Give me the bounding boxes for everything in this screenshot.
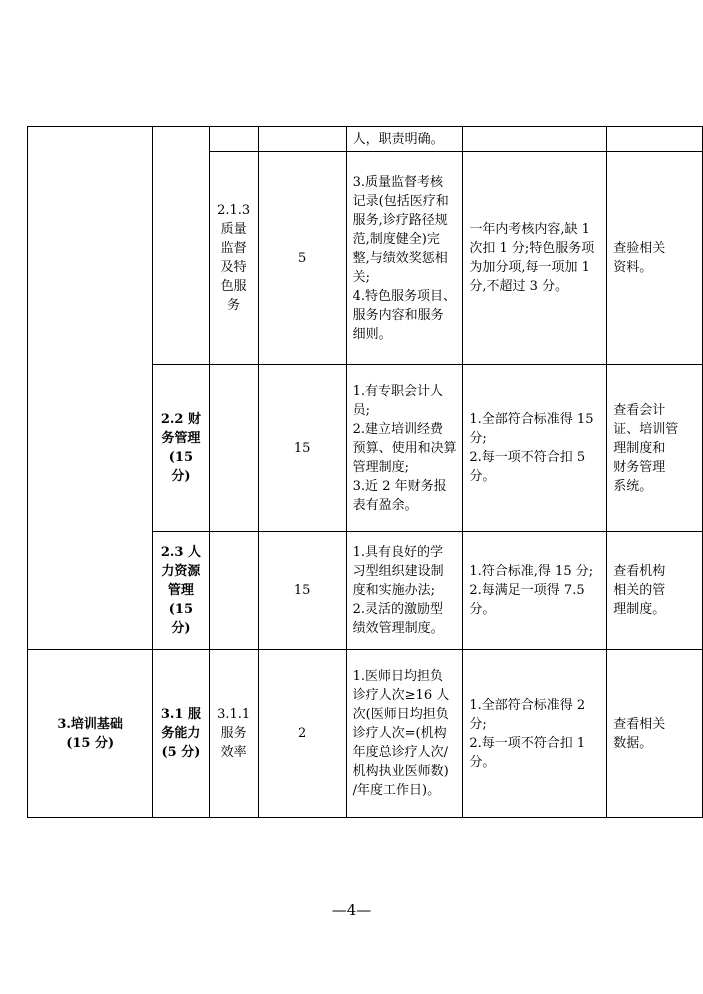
content-cell: [346, 365, 463, 532]
standard-line: 分;: [469, 431, 487, 446]
standard-cell: [463, 532, 607, 650]
subcategory-line: (15: [168, 450, 194, 465]
content-line: /年度工作日)。: [352, 783, 441, 798]
content-cell: 人，职责明确。: [346, 127, 463, 152]
content-line: 员;: [352, 402, 371, 418]
subcategory-line: 2.2 财: [160, 412, 201, 427]
standard-line: 分。: [469, 602, 496, 617]
method-line: 相关的管: [613, 583, 666, 598]
method-cell: [607, 650, 703, 818]
content-cell: [346, 152, 463, 365]
content-line: 管理制度;: [352, 459, 410, 475]
item-line: 效率: [220, 745, 247, 760]
table-row: [28, 127, 703, 152]
content-line: 4.特色服务项目、: [352, 288, 457, 304]
content-line: 关;: [352, 269, 371, 285]
page-number: —4—: [331, 901, 372, 919]
item-cell: [209, 127, 258, 152]
standard-line: 一年内考核内容,缺 1: [469, 222, 590, 237]
method-cell: [607, 127, 703, 152]
method-line: 查看相关: [613, 716, 666, 732]
score-cell: 15: [258, 532, 346, 650]
method-cell: [607, 532, 703, 650]
item-cell: [209, 365, 258, 532]
item-line: 色服: [220, 279, 247, 294]
subcategory-line: 分): [171, 469, 191, 484]
content-line: 诊疗人次=(机构: [352, 726, 447, 741]
subcategory-cell: [153, 127, 209, 365]
content-line: 范,制度健全)完: [352, 231, 440, 247]
category-cell: [28, 127, 153, 650]
content-cell: [346, 532, 463, 650]
subcategory-line: 管理: [167, 583, 194, 598]
item-line: 服务: [220, 726, 247, 741]
item-cell: [209, 152, 258, 365]
content-line: 1.医师日均担负: [352, 669, 444, 684]
content-line: 细则。: [352, 326, 392, 342]
method-line: 数据。: [613, 735, 653, 751]
method-line: 证、培训管: [613, 421, 679, 437]
item-line: 3.1.1: [217, 707, 251, 722]
method-line: 查验相关: [613, 241, 666, 256]
content-line: 1.有专职会计人: [352, 383, 444, 399]
subcategory-line: 2.3 人: [160, 545, 201, 560]
standard-line: 2.每满足一项得 7.5: [469, 583, 585, 598]
content-line: 3.质量监督考核: [352, 174, 444, 190]
standard-line: 分,不超过 3 分。: [469, 279, 569, 294]
score-cell: 15: [258, 365, 346, 532]
subcategory-line: 3.1 服: [160, 707, 201, 722]
item-line: 务: [227, 298, 241, 313]
category-line: 3.培训基础: [57, 716, 123, 732]
content-line: 3.近 2 年财务报: [352, 478, 447, 494]
subcategory-cell: [153, 532, 209, 650]
subcategory-line: (5 分): [161, 745, 201, 760]
category-cell: [28, 650, 153, 818]
content-line: 习型组织建设制: [352, 564, 444, 579]
content-line: 度和实施办法;: [352, 583, 436, 598]
subcategory-line: 务管理: [161, 431, 201, 446]
method-cell: [607, 365, 703, 532]
standard-line: 1.符合标准,得 15 分;: [469, 564, 594, 579]
content-line: 诊疗人次≥16 人: [352, 688, 450, 703]
content-line: 次(医师日均担负: [352, 707, 449, 722]
content-line: 2.建立培训经费: [352, 421, 444, 437]
standard-line: 1.全部符合标准得 15: [469, 412, 594, 427]
method-line: 财务管理: [613, 459, 666, 475]
subcategory-line: (15: [168, 602, 194, 617]
score-cell: [258, 127, 346, 152]
category-line: (15 分): [66, 735, 115, 751]
method-cell: [607, 152, 703, 365]
evaluation-table: [27, 126, 703, 818]
standard-line: 为加分项,每一项加 1: [469, 260, 590, 275]
content-line: 绩效管理制度。: [352, 621, 444, 636]
content-line: 机构执业医师数): [352, 764, 449, 779]
standard-cell: [463, 152, 607, 365]
method-line: 系统。: [613, 478, 653, 494]
item-cell: [209, 650, 258, 818]
content-line: 服务内容和服务: [352, 307, 444, 323]
standard-cell: [463, 365, 607, 532]
method-line: 资料。: [613, 260, 653, 275]
item-line: 监督: [220, 241, 247, 256]
content-line: 2.灵活的激励型: [352, 602, 444, 617]
method-line: 查看机构: [613, 564, 666, 579]
content-line: 表有盈余。: [352, 497, 418, 513]
table-row: [28, 650, 703, 818]
item-line: 及特: [220, 260, 247, 275]
subcategory-line: 力资源: [161, 564, 201, 579]
score-cell: 5: [258, 152, 346, 365]
subcategory-line: 分): [171, 621, 191, 636]
method-line: 理制度和: [613, 440, 666, 456]
item-line: 质量: [220, 222, 247, 237]
score-cell: 2: [258, 650, 346, 818]
content-line: 年度总诊疗人次/: [352, 745, 449, 760]
standard-line: 次扣 1 分;特色服务项: [469, 241, 595, 256]
standard-line: 分;: [469, 716, 487, 732]
standard-line: 1.全部符合标准得 2: [469, 697, 586, 713]
standard-line: 分。: [469, 469, 496, 484]
subcategory-cell: [153, 365, 209, 532]
content-line: 服务,诊疗路径规: [352, 212, 448, 228]
standard-cell: [463, 650, 607, 818]
standard-cell: [463, 127, 607, 152]
standard-line: 2.每一项不符合扣 5: [469, 450, 586, 465]
standard-line: 分。: [469, 754, 496, 770]
item-line: 2.1.3: [217, 203, 251, 218]
method-line: 理制度。: [613, 602, 666, 617]
item-cell: [209, 532, 258, 650]
content-line: 整,与绩效奖惩相: [352, 250, 448, 266]
subcategory-line: 务能力: [161, 726, 201, 741]
content-line: 预算、使用和决算: [352, 440, 457, 456]
content-line: 记录(包括医疗和: [352, 193, 449, 209]
content-cell: [346, 650, 463, 818]
standard-line: 2.每一项不符合扣 1: [469, 735, 586, 751]
subcategory-cell: [153, 650, 209, 818]
method-line: 查看会计: [613, 402, 666, 418]
content-line: 1.具有良好的学: [352, 545, 444, 560]
